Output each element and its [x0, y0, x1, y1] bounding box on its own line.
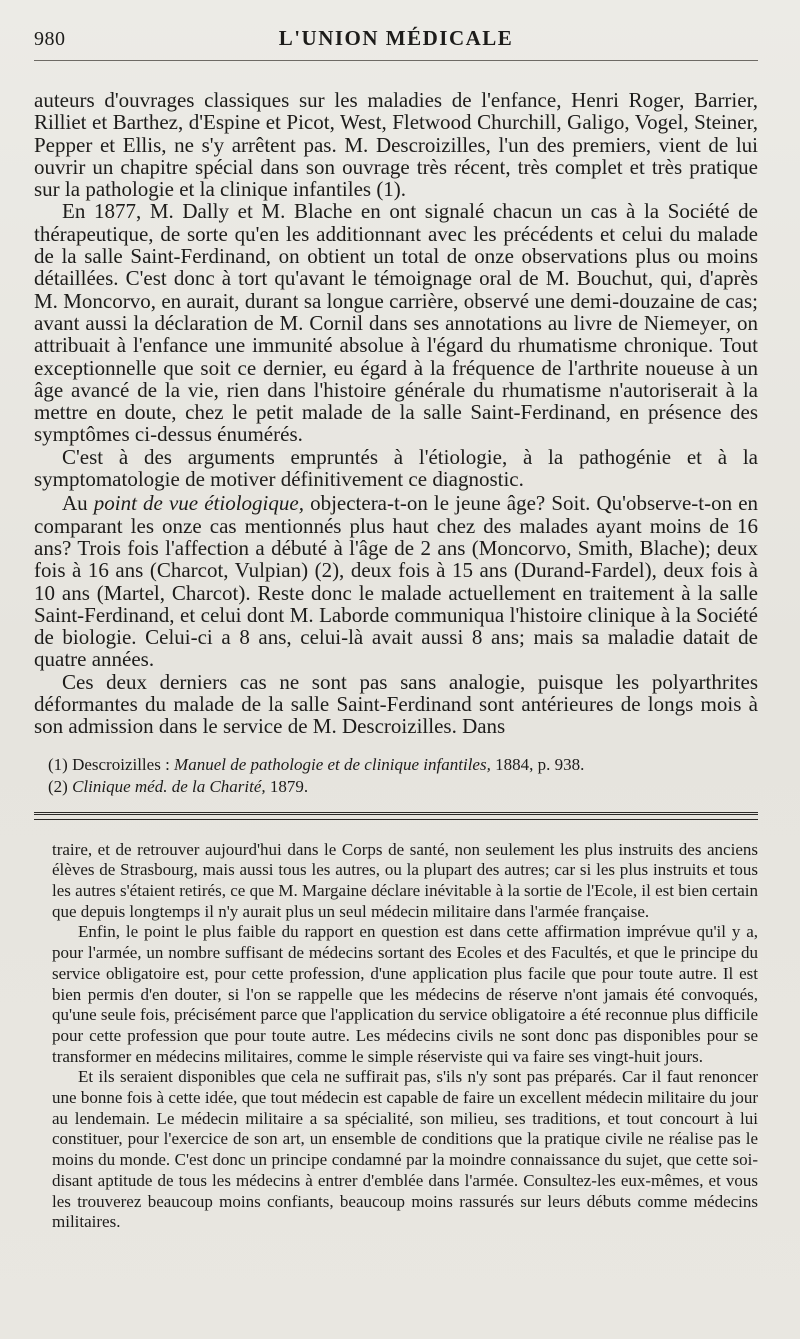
paragraph: auteurs d'ouvrages classiques sur les maladies de l'enfance, Henri Roger, Barrier, Rilliet et Barthez, d'Espine et Picot, West, Fletwood Churchill, Galigo, Vogel, Steiner, Pepper et Ellis, ne s'y arrêtent pas. M. Descroizilles, l'un des premiers, vient de lui ouvrir un chapitre spécial dans son ouvrage très récent, très complet et très pratique sur la pathologie et la clinique infantiles (1). — [34, 88, 758, 202]
feuilleton-separator — [34, 812, 758, 820]
article-body — [34, 89, 758, 738]
footnote-1 — [48, 754, 758, 776]
paragraph: C'est à des arguments empruntés à l'étiologie, à la pathogénie et à la symptomatologie de motiver définitivement ce diagnostic. — [34, 444, 758, 492]
paragraph: Ces deux derniers cas ne sont pas sans analogie, puisque les polyarthrites déformantes du malade de la salle Saint-Ferdinand sont antérieures de longs mois à son admission dans le service de M. Descroizilles. Dans — [34, 669, 758, 739]
etiology-text: objectera-t-on le jeune âge? Soit. Qu'observe-t-on en comparant les onze cas mentionnés plus haut chez des malades ayant moins de 16 ans? Trois fois l'affection a débuté à l'âge de 2 ans (Moncorvo, Smith, Blache); deux fois à 16 ans (Charcot, Vulpian) (2), deux fois à 15 ans (Durand-Fardel), deux fois à 10 ans (Martel, Charcot). Reste donc le malade actuellement en traitement à la salle Saint-Ferdinand, et celui dont M. Laborde communiqua l'histoire clinique à la Société de biologie. Celui-ci a 8 ans, celui-là avait aussi 8 ans; mais sa maladie datait de quatre années. — [34, 491, 759, 672]
paragraph: Et ils seraient disponibles que cela ne suffirait pas, s'ils n'y sont pas préparés. Car il faut renoncer une bonne fois à cette idée, que tout médecin est capable de faire un excellent médecin militaire du jour au lendemain. Le médecin militaire a sa spécialité, son milieu, ses traditions, et tout concourt à lui constituer, pour l'exercice de son art, un ensemble de conditions que la pratique civile ne réalise pas le moins du monde. C'est donc un principe condamné par la moindre connaissance du sujet, que cette soi-disant aptitude de tous les médecins à entrer d'emblée dans l'armée. Consultez-les eux-mêmes, et vous les trouverez beaucoup moins confiants, beaucoup moins rassurés sur leurs débuts comme médecins militaires. — [52, 1067, 758, 1232]
etiology-italic: point de vue étiologique, — [93, 491, 304, 516]
footnote-2 — [48, 776, 758, 798]
footnote-2-title: Clinique méd. de la Charité, — [72, 776, 266, 796]
footnote-2-marker: (2) — [48, 776, 68, 796]
footnotes — [34, 754, 758, 798]
footnote-2-rest: 1879. — [269, 776, 309, 796]
page-number: 980 — [34, 28, 66, 50]
feuilleton-body — [34, 840, 758, 1233]
etiology-intro: Au — [62, 491, 88, 516]
paragraph: Enfin, le point le plus faible du rapport en question est dans cette affirmation imprévue qu'il y a, pour l'armée, un nombre suffisant de médecins sortant des Ecoles et des Facultés, et que le principe du service obligatoire est, pour cette profession, d'une application plus facile que pour toute autre. Il est bien permis d'en douter, si l'on se rappelle que les médecins de réserve n'ont jamais été convoqués, qu'une seule fois, précisément parce que l'application du service obligatoire a été reconnue plus difficile pour cette profession que pour toute autre. Les médecins civils ne sont donc pas disponibles pour se transformer en médecins militaires, comme le simple réserviste qui va faire ses vingt-huit jours. — [52, 922, 758, 1066]
footnote-1-title: Manuel de pathologie et de clinique infantiles, — [174, 754, 491, 774]
paragraph: traire, et de retrouver aujourd'hui dans le Corps de santé, non seulement les plus instruits des anciens élèves de Strasbourg, mais aussi tous les autres, ou la plupart des autres; car si les plus instruits et tous les autres s'étaient retirés, ce que M. Margaine déclare inévitable à la sortie de l'Ecole, il est bien certain que depuis longtemps il n'y aurait plus un seul médecin militaire dans l'armée française. — [52, 839, 758, 921]
paragraph-etiology — [34, 492, 758, 670]
footnote-1-rest: 1884, p. 938. — [495, 754, 585, 774]
journal-title: L'UNION MÉDICALE — [278, 26, 514, 50]
footnote-1-marker: (1) Descroizilles : — [48, 754, 170, 774]
paragraph: En 1877, M. Dally et M. Blache en ont signalé chacun un cas à la Société de thérapeutique, de sorte qu'en les additionnant avec les précédents et celui du malade de la salle Saint-Ferdinand, on obtient un total de onze observations plus ou moins détaillées. C'est donc à tort qu'avant le témoignage oral de M. Bouchut, qui, d'après M. Moncorvo, en aurait, durant sa longue carrière, observé une demi-douzaine de cas; avant aussi la déclaration de M. Cornil dans ses annotations au livre de Niemeyer, on attribuait à l'enfance une immunité absolue à l'égard du rhumatisme chronique. Tout exceptionnelle que soit ce dernier, eu égard à la fréquence de l'arthrite noueuse à un âge avancé de la vie, rien dans l'histoire générale du rhumatisme n'autoriserait à la mettre en doute, chez le petit malade de la salle Saint-Ferdinand, en présence des symptômes ci-dessus énumérés. — [34, 199, 758, 447]
running-head — [34, 26, 758, 61]
